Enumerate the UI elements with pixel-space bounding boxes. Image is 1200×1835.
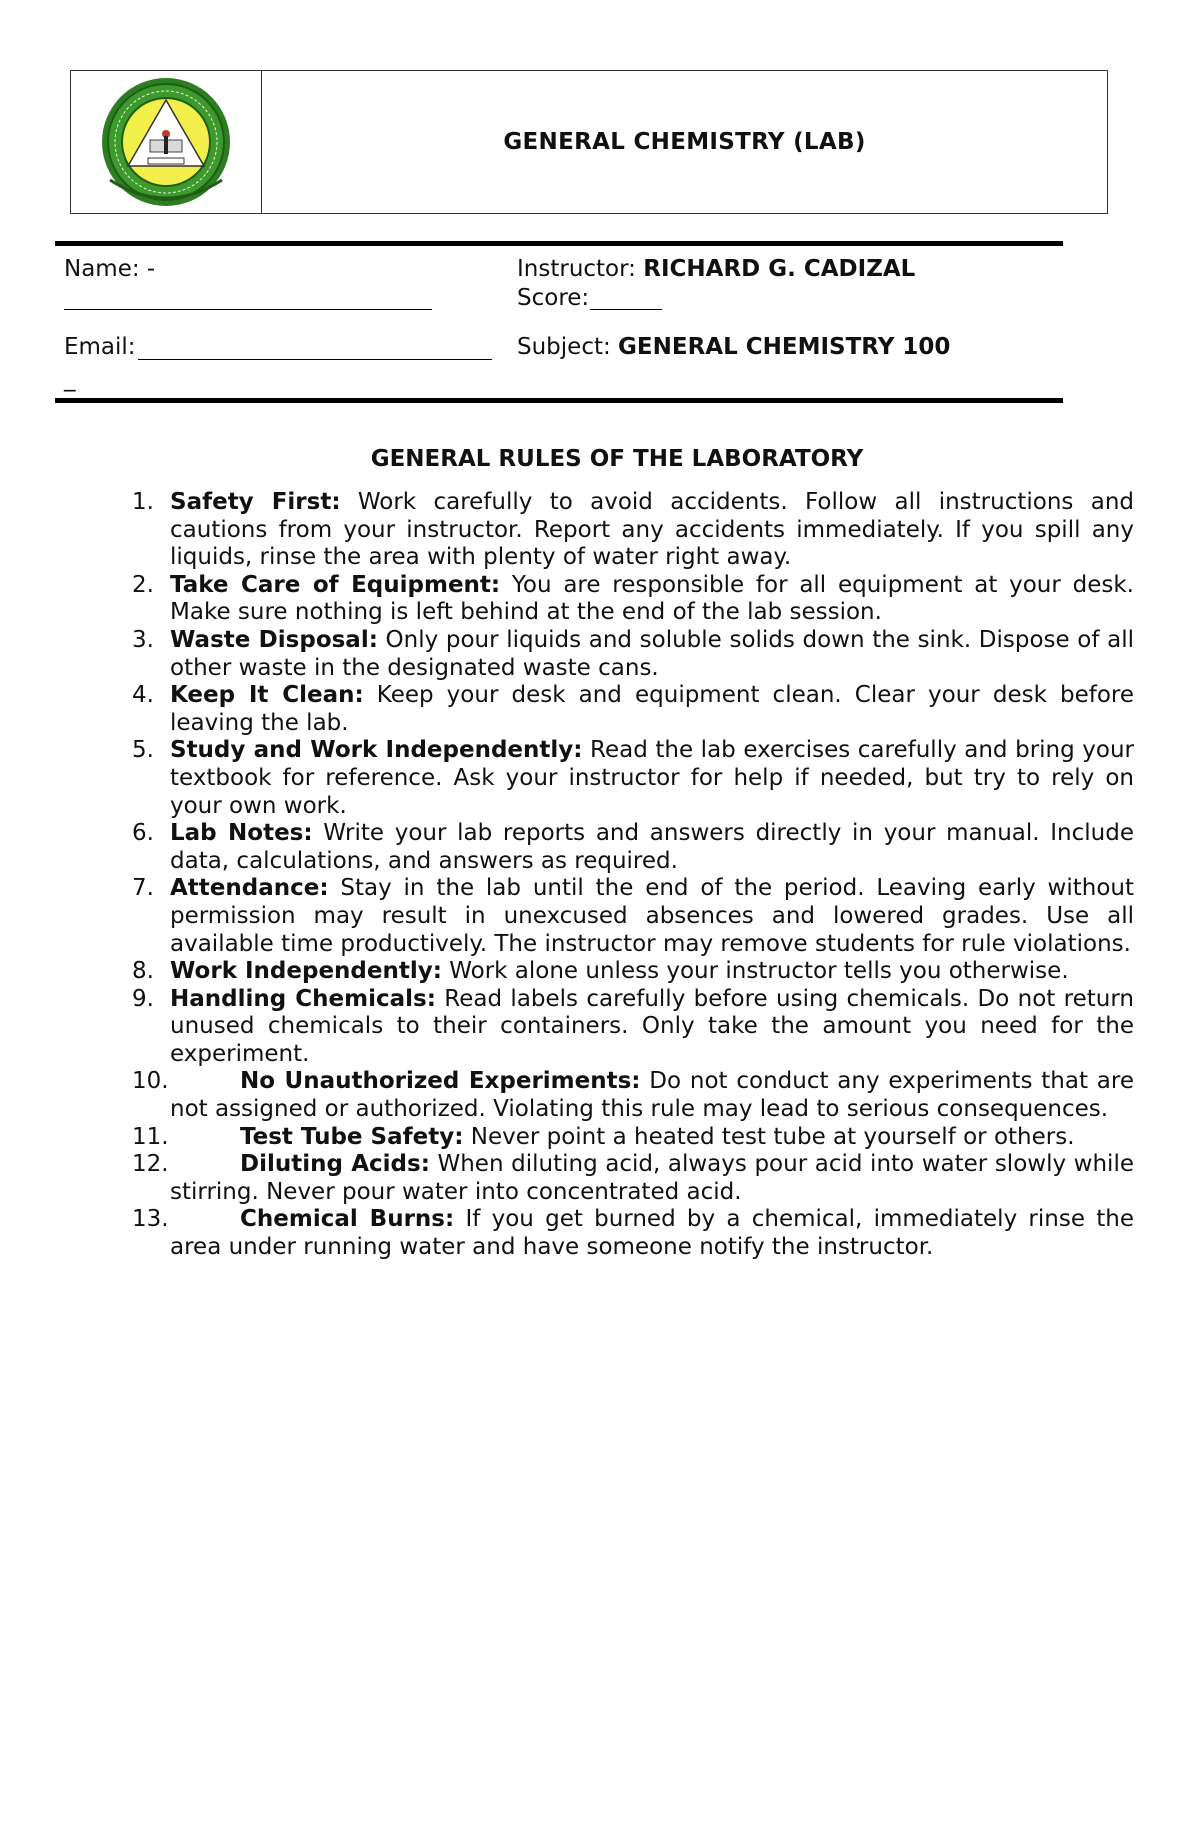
item-heading: No Unauthorized Experiments: <box>240 1068 641 1095</box>
item-number: 12. <box>132 1151 169 1178</box>
list-item <box>0 682 1134 737</box>
item-number: 3. <box>132 626 154 653</box>
document-header <box>70 70 1108 214</box>
item-number: 13. <box>132 1206 169 1233</box>
email-trailing: _ <box>64 366 76 392</box>
item-number: 8. <box>132 958 154 985</box>
subject-value: GENERAL CHEMISTRY 100 <box>618 334 951 360</box>
instructor-name: RICHARD G. CADIZAL <box>643 256 916 282</box>
list-item <box>0 572 1134 627</box>
item-text: Keep your desk and equipment clean. Clear your desk before leaving the lab. <box>170 682 1135 736</box>
university-seal-icon <box>100 76 232 208</box>
list-item <box>0 820 1134 875</box>
item-heading: Lab Notes: <box>170 820 313 847</box>
list-item <box>0 1068 1134 1123</box>
item-text: Work carefully to avoid accidents. Follow all instructions and cautions from your instructor. Report any accidents immediately. If you spill any liquids, rinse the area with plenty of water right away. <box>170 489 1134 571</box>
item-heading: Diluting Acids: <box>240 1151 430 1178</box>
item-heading: Chemical Burns: <box>240 1206 455 1233</box>
item-number: 7. <box>132 875 154 902</box>
email-label: Email: <box>64 334 136 360</box>
name-field <box>64 255 155 284</box>
subject-field <box>517 333 950 362</box>
item-heading: Test Tube Safety: <box>240 1123 464 1150</box>
list-item <box>0 875 1134 958</box>
item-number: 11. <box>132 1123 169 1150</box>
item-text: When diluting acid, always pour acid into water slowly while stirring. Never pour water into concentrated acid. <box>170 1151 1134 1205</box>
list-item <box>0 1124 1134 1152</box>
item-heading: Keep It Clean: <box>170 682 364 709</box>
item-heading: Take Care of Equipment: <box>170 571 501 598</box>
item-number: 4. <box>132 682 154 709</box>
score-label: Score: <box>517 285 590 311</box>
item-text: If you get burned by a chemical, immediately rinse the area under running water and have someone notify the instructor. <box>170 1206 1134 1261</box>
item-number: 1. <box>132 489 154 515</box>
name-value: - <box>146 256 156 282</box>
item-text: You are responsible for all equipment at your desk. Make sure nothing is left behind at the end of the lab session. <box>170 571 1134 626</box>
item-heading: Handling Chemicals: <box>170 985 436 1012</box>
list-item <box>0 737 1134 820</box>
list-item <box>0 1206 1134 1261</box>
list-item <box>0 1151 1134 1206</box>
list-item <box>0 489 1134 572</box>
item-number: 2. <box>132 571 154 598</box>
list-item <box>0 958 1134 986</box>
list-item <box>0 986 1134 1069</box>
item-heading: Attendance: <box>170 875 329 902</box>
top-divider <box>55 241 1063 246</box>
item-text: Read the lab exercises carefully and bring your textbook for reference. Ask your instructor for help if needed, but try to rely on your own work. <box>170 737 1134 819</box>
email-underline <box>138 359 492 360</box>
item-text: Do not conduct any experiments that are not assigned or authorized. Violating this rule may lead to serious consequences. <box>170 1068 1134 1123</box>
item-number: 9. <box>132 985 154 1012</box>
email-field <box>64 333 136 362</box>
rules-list <box>0 489 1134 1262</box>
bottom-divider <box>55 398 1063 403</box>
item-text: Read labels carefully before using chemicals. Do not return unused chemicals to their containers. Only take the amount you need for the experiment. <box>170 985 1134 1067</box>
item-text: Only pour liquids and soluble solids down the sink. Dispose of all other waste in the designated waste cans. <box>170 626 1134 681</box>
instructor-field <box>517 255 915 284</box>
item-text: Work alone unless your instructor tells you otherwise. <box>441 958 1069 985</box>
item-number: 6. <box>132 820 154 847</box>
item-text: Write your lab reports and answers directly in your manual. Include data, calculations, and answers as required. <box>170 820 1134 874</box>
document-title: GENERAL CHEMISTRY (LAB) <box>503 129 866 155</box>
item-heading: Waste Disposal: <box>170 626 378 653</box>
item-heading: Study and Work Independently: <box>170 737 583 764</box>
section-title: GENERAL RULES OF THE LABORATORY <box>370 446 864 472</box>
item-number: 10. <box>132 1068 169 1095</box>
list-item <box>0 627 1134 682</box>
item-heading: Safety First: <box>170 489 341 515</box>
item-text: Never point a heated test tube at yourself or others. <box>463 1123 1075 1150</box>
instructor-label: Instructor: <box>517 256 636 282</box>
item-number: 5. <box>132 737 154 764</box>
score-underline <box>590 309 662 310</box>
item-heading: Work Independently: <box>170 958 442 985</box>
name-underline <box>64 309 432 310</box>
subject-label: Subject: <box>517 334 611 360</box>
score-field <box>517 284 589 313</box>
item-text: Stay in the lab until the end of the period. Leaving early without permission may result in unexcused absences and lowered grades. Use all available time productively. The instructor may remove students for rule violations. <box>170 875 1134 957</box>
name-label: Name: <box>64 256 140 282</box>
logo-cell <box>71 71 262 213</box>
